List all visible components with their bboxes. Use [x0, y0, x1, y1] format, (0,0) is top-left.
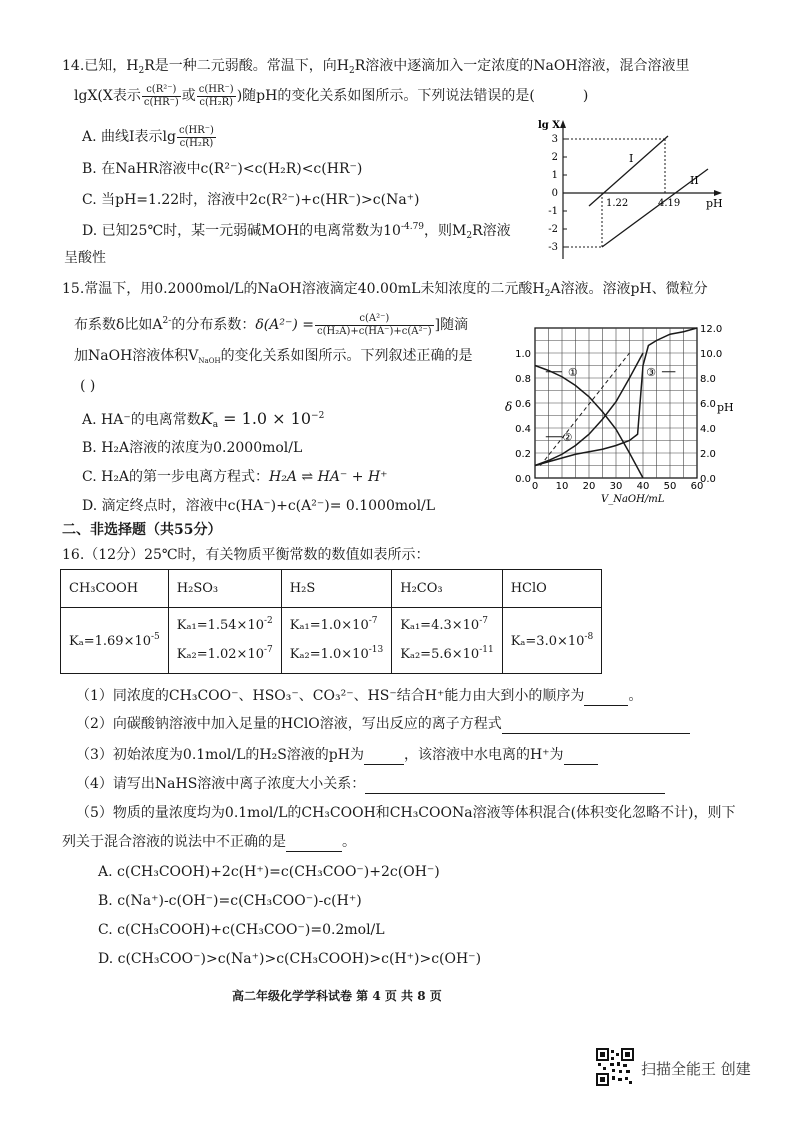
- curve-i-label: I: [629, 152, 634, 165]
- q15-titration-chart: [505, 318, 734, 505]
- ph-axis-label-right: pH: [717, 401, 734, 414]
- answer-blank[interactable]: [564, 747, 598, 765]
- y-tick: 3: [551, 134, 558, 145]
- x-tick-label: 60: [690, 481, 704, 492]
- y-tick: 2: [551, 152, 558, 163]
- table-row: [61, 608, 602, 674]
- table-cell: $K_a=3.0\times 10^{-8}$: [502, 608, 602, 674]
- equilibrium-constants-table: [60, 569, 602, 674]
- right-tick-label: 8.0: [700, 374, 716, 385]
- table-header-cell: H₂CO₃: [392, 570, 502, 608]
- lgx-axis-label: lg X: [538, 120, 561, 131]
- right-tick-label: 2.0: [700, 449, 716, 460]
- q15-option-c: C. H₂A的第一步电离方程式：H₂A ⇌ HA⁻ + H⁺: [82, 469, 388, 485]
- table-header-row: [61, 570, 602, 608]
- x-mark-1-22: 1.22: [606, 198, 629, 209]
- y-tick: -1: [548, 206, 558, 217]
- q16-option-d: D. c(CH₃COO⁻)>c(Na⁺)>c(CH₃COOH)>c(H⁺)>c(OH⁻): [98, 951, 482, 967]
- y-tick: -2: [548, 224, 558, 235]
- q16-part-3: （3）初始浓度为0.1mol/L的H₂S溶液的pH为 ，该溶液中水电离的H⁺为: [76, 747, 598, 765]
- y-tick: 1: [551, 170, 558, 181]
- y-tick: -3: [548, 242, 558, 253]
- answer-blank[interactable]: [364, 747, 404, 765]
- q16-part-2: （2）向碳酸钠溶液中加入足量的HClO溶液，写出反应的离子方程式: [76, 716, 690, 734]
- q14-option-a: A. 曲线Ⅰ表示lg $\frac{c(HR^-)}{\text{c(H₂R)}}$: [82, 125, 214, 149]
- right-tick-label: 6.0: [700, 399, 716, 410]
- x-tick-label: 40: [636, 481, 650, 492]
- q14-option-d: D. 已知25℃时，某一元弱碱MOH的电离常数为$10^{-4.79}$，则$M_2R$溶液: [82, 222, 511, 241]
- label-circle-3: ③: [646, 365, 657, 379]
- answer-blank[interactable]: [584, 688, 628, 706]
- left-tick-label: 0.2: [515, 449, 531, 460]
- table-cell: $K_{a1}=1.54\times 10^{-2}$ $K_{a2}=1.02\times 10^{-7}$: [168, 608, 281, 674]
- volume-axis-label: V_NaOH/mL: [601, 494, 665, 505]
- left-tick-label: 0.8: [515, 374, 531, 385]
- x-mark-4-19: 4.19: [658, 198, 681, 209]
- y-tick: 0: [551, 188, 558, 199]
- left-tick-label: 1.0: [515, 349, 531, 360]
- right-tick-label: 12.0: [700, 324, 723, 335]
- q16-option-b: B. c(Na⁺)-c(OH⁻)=c(CH₃COO⁻)-c(H⁺): [98, 893, 362, 909]
- right-tick-label: 0.0: [700, 474, 716, 485]
- answer-blank[interactable]: [502, 716, 690, 734]
- table-header-cell: H₂SO₃: [168, 570, 281, 608]
- q14-lgx-graph: [538, 114, 728, 264]
- q15-option-b: B. H₂A溶液的浓度为0.2000mol/L: [82, 440, 303, 456]
- scanner-watermark: 扫描全能王 创建: [641, 1060, 751, 1078]
- x-tick-label: 0: [531, 481, 539, 492]
- table-cell: $K_{a1}=1.0\times 10^{-7}$ $K_{a2}=1.0\times 10^{-13}$: [281, 608, 391, 674]
- qr-code-icon: [596, 1048, 634, 1086]
- q14-option-b: B. 在NaHR溶液中c(R²⁻)<c(H₂R)<c(HR⁻): [82, 161, 363, 177]
- q16-option-c: C. c(CH₃COOH)+c(CH₃COO⁻)=0.2mol/L: [98, 922, 385, 938]
- delta-axis-label: δ: [505, 400, 513, 414]
- x-tick-label: 30: [609, 481, 623, 492]
- q16-part-1: （1）同浓度的CH₃COO⁻、HSO₃⁻、CO₃²⁻、HS⁻结合H⁺能力由大到小的顺序为 。: [76, 688, 643, 704]
- q14-line2: lgX(X表示 $\frac{\text{c(R²⁻)}}{c(HR^-)}$ 或 $\frac{c(HR^-)}{\text{c(H₂R)}}$ )随pH的变化关系如图所示。下列说法错误的是( ): [74, 84, 589, 108]
- x-tick-label: 50: [663, 481, 677, 492]
- table-header-cell: CH₃COOH: [61, 570, 169, 608]
- left-tick-label: 0.6: [515, 399, 531, 410]
- q15-line1: 15.常温下，用0.2000mol/L的NaOH溶液滴定40.00mL未知浓度的二元酸$H_2A$溶液。溶液pH、微粒分: [62, 281, 708, 299]
- label-circle-2: ②: [562, 430, 573, 444]
- x-tick-label: 10: [555, 481, 569, 492]
- q14-option-d-line2: 呈酸性: [64, 250, 106, 266]
- table-header-cell: HClO: [502, 570, 602, 608]
- q15-line3: 加NaOH溶液体积$V_{NaOH}$的变化关系如图所示。下列叙述正确的是: [74, 348, 473, 365]
- q15-option-d: D. 滴定终点时，溶液中c(HA⁻)+c(A²⁻)= 0.1000mol/L: [82, 498, 436, 514]
- q16-part-5-line2: 列关于混合溶液的说法中不正确的是 。: [62, 834, 356, 850]
- answer-blank[interactable]: [286, 834, 342, 852]
- q15-answer-paren: ( ): [80, 378, 96, 394]
- q15-line2: 布系数δ比如$A^{2-}$的分布系数：δ(A²⁻) = $\frac{\text{c(A²⁻)}}{\text{c(H₂A)+c(HA⁻)+c(A²⁻)}}$ ]随滴: [74, 313, 469, 337]
- curve-ii-label: II: [690, 174, 699, 187]
- q15-option-a: A. HA⁻的电离常数$K_a = 1.0 \times 10^{-2}$: [82, 409, 325, 430]
- right-tick-label: 4.0: [700, 424, 716, 435]
- q14-line1: 14.已知，$H_2R$是一种二元弱酸。常温下，向$H_2R$溶液中逐滴加入一定浓度的NaOH溶液，混合溶液里: [62, 58, 690, 76]
- table-header-cell: H₂S: [281, 570, 391, 608]
- x-tick-label: 20: [582, 481, 596, 492]
- answer-blank[interactable]: [365, 776, 665, 794]
- table-cell: $K_{a1}=4.3\times 10^{-7}$ $K_{a2}=5.6\times 10^{-11}$: [392, 608, 502, 674]
- left-tick-label: 0.0: [515, 474, 531, 485]
- label-circle-1: ①: [567, 365, 578, 379]
- fraction-r2-hr: $\frac{\text{c(R²⁻)}}{c(HR^-)}$: [143, 84, 179, 108]
- fraction-hr-h2r: $\frac{c(HR^-)}{\text{c(H₂R)}}$: [198, 84, 234, 108]
- right-tick-label: 10.0: [700, 349, 723, 360]
- left-tick-label: 0.4: [515, 424, 531, 435]
- curve-i: [589, 136, 668, 206]
- section-title: 二、非选择题（共55分）: [62, 522, 222, 538]
- q14-option-c: C. 当pH=1.22时，溶液中2c(R²⁻)+c(HR⁻)>c(Na⁺): [82, 192, 420, 208]
- fraction-hr-h2r-a: $\frac{c(HR^-)}{\text{c(H₂R)}}$: [178, 125, 214, 149]
- ph-axis-label: pH: [706, 197, 723, 210]
- q16-option-a: A. c(CH₃COOH)+2c(H⁺)=c(CH₃COO⁻)+2c(OH⁻): [98, 864, 440, 880]
- q16-part-5-line1: （5）物质的量浓度均为0.1mol/L的CH₃COOH和CH₃COONa溶液等体积混合(体积变化忽略不计)，则下: [76, 805, 736, 821]
- table-cell: $K_a=1.69\times 10^{-5}$: [61, 608, 169, 674]
- q16-part-4: （4）请写出NaHS溶液中离子浓度大小关系：: [76, 776, 665, 794]
- q16-intro: 16.（12分）25℃时，有关物质平衡常数的数值如表所示：: [62, 547, 430, 563]
- distribution-fraction: $\frac{\text{c(A²⁻)}}{\text{c(H₂A)+c(HA⁻)+c(A²⁻)}}$: [316, 313, 432, 337]
- page-footer: 高二年级化学学科试卷 第 4 页 共 8 页: [232, 989, 442, 1003]
